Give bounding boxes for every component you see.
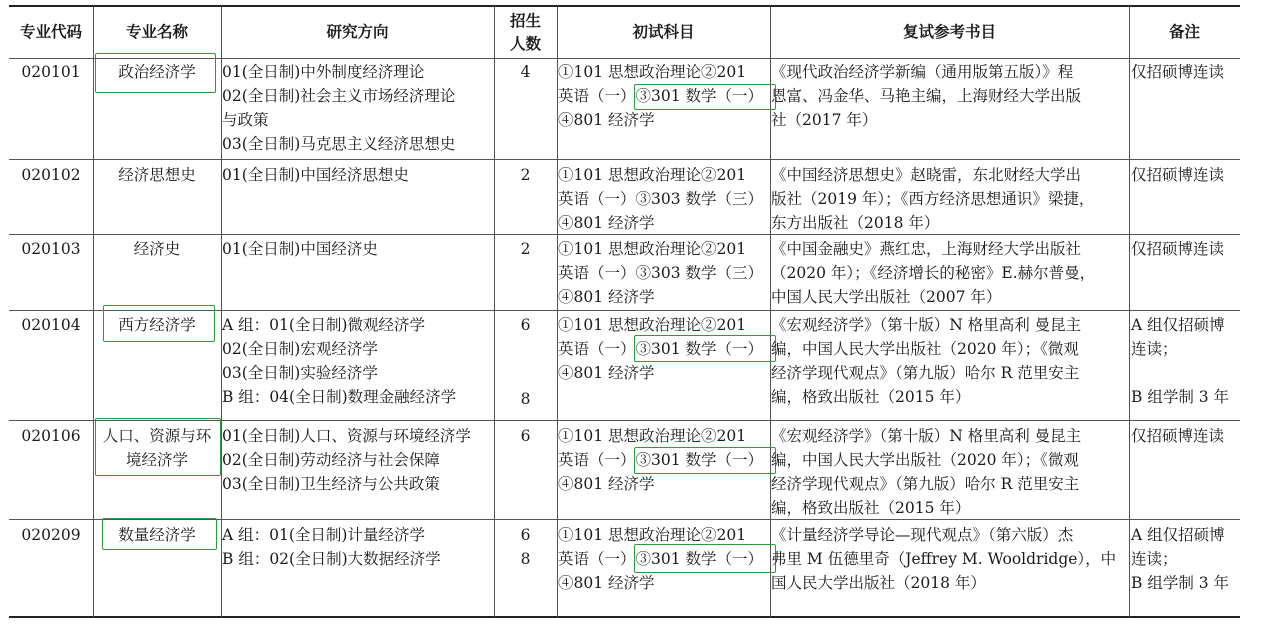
reference-books	[771, 313, 1081, 409]
top-rule	[9, 5, 1240, 7]
book-line: 《现代政治经济学新编（通用版第五版）》程	[771, 63, 1074, 81]
book-line: 版社（2019 年）；《西方经济思想通识》梁捷，	[771, 190, 1095, 208]
highlight-box	[103, 305, 215, 342]
note-line	[1131, 361, 1229, 385]
major-name: 经济思想史	[118, 166, 196, 184]
notes: 仅招硕博连读	[1131, 63, 1225, 81]
subject-line: ①101 思想政治理论②201	[558, 526, 747, 544]
major-name: 西方经济学	[118, 316, 196, 334]
reference-books	[771, 163, 1094, 235]
subject-line: 英语（一）③301 数学（一）	[558, 451, 764, 469]
book-line: 弗里 M 伍德里奇（Jeffrey M. Wooldridge），中	[771, 550, 1117, 568]
major-code: 020103	[21, 240, 81, 258]
book-line: 国人民大学出版社（2018 年）	[771, 574, 986, 592]
major-name-line: 人口、资源与环	[102, 427, 212, 445]
note-line: B 组学制 3 年	[1131, 574, 1230, 592]
book-line: 《中国经济思想史》赵晓雷，东北财经大学出	[771, 166, 1082, 184]
book-line: 编，中国人民大学出版社（2020 年）；《微观	[771, 451, 1079, 469]
subject-line: ④801 经济学	[558, 574, 655, 592]
research-directions	[222, 163, 409, 187]
highlight-box	[634, 84, 776, 110]
direction-line: 02(全日制)社会主义市场经济理论	[222, 87, 456, 105]
header-direction: 研究方向	[326, 22, 389, 41]
exam-subjects	[558, 237, 763, 309]
highlight-box	[634, 447, 776, 474]
direction-line: 03(全日制)实验经济学	[222, 364, 378, 382]
header-quota-line2: 人数	[509, 34, 541, 53]
highlight-box	[102, 518, 217, 550]
reference-books	[771, 424, 1081, 520]
column-divider	[1129, 6, 1130, 617]
subject-line: 英语（一）③301 数学（一）	[558, 340, 764, 358]
quota: 4	[520, 63, 531, 81]
subject-line: ④801 经济学	[558, 364, 655, 382]
quota: 2	[520, 240, 531, 258]
notes: 仅招硕博连读	[1131, 427, 1225, 445]
highlight-box	[95, 53, 216, 93]
major-code: 020104	[21, 316, 81, 334]
direction-line: 02(全日制)宏观经济学	[222, 340, 378, 358]
direction-line: 03(全日制)卫生经济与公共政策	[222, 475, 440, 493]
book-line: 《宏观经济学》（第十版）N 格里高利 曼昆主	[771, 427, 1082, 445]
major-name: 经济史	[133, 240, 181, 258]
research-directions	[222, 313, 456, 409]
research-directions	[222, 424, 471, 496]
notes	[1131, 313, 1229, 409]
quota	[494, 523, 557, 571]
header-quota-line1: 招生	[509, 11, 541, 30]
direction-line: A 组：01(全日制)计量经济学	[222, 526, 425, 544]
header-code: 专业代码	[19, 22, 82, 41]
quota: 6	[520, 427, 531, 445]
note-line: B 组学制 3 年	[1131, 388, 1230, 406]
quota-line: 6	[520, 526, 531, 544]
header-subjects: 初试科目	[632, 22, 695, 41]
reference-books	[771, 237, 1095, 309]
direction-line: B 组：04(全日制)数理金融经济学	[222, 388, 457, 406]
highlight-box	[634, 335, 776, 362]
header-books: 复试参考书目	[902, 22, 996, 41]
book-line: 中国人民大学出版社（2007 年）	[771, 288, 1002, 306]
notes: 仅招硕博连读	[1131, 240, 1225, 258]
quota-line: 8	[520, 550, 531, 568]
major-code: 020102	[21, 166, 81, 184]
header-notes: 备注	[1168, 22, 1200, 41]
exam-subjects	[558, 163, 763, 235]
book-line: 经济学现代观点》（第九版）哈尔 R 范里安主	[771, 364, 1080, 382]
book-line: 《中国金融史》燕红忠，上海财经大学出版社	[771, 240, 1082, 258]
book-line: 经济学现代观点》（第九版）哈尔 R 范里安主	[771, 475, 1080, 493]
direction-line: 02(全日制)劳动经济与社会保障	[222, 451, 440, 469]
highlight-box	[95, 418, 221, 476]
major-code: 020106	[21, 427, 81, 445]
subject-line: ①101 思想政治理论②201	[558, 166, 747, 184]
reference-books	[771, 523, 1116, 595]
notes: 仅招硕博连读	[1131, 166, 1225, 184]
subject-line: ④801 经济学	[558, 288, 655, 306]
book-line: 东方出版社（2018 年）	[771, 214, 940, 232]
book-line: 《宏观经济学》（第十版）N 格里高利 曼昆主	[771, 316, 1082, 334]
note-line: A 组仅招硕博	[1131, 316, 1225, 334]
book-line: （2020 年）；《经济增长的秘密》E.赫尔普曼，	[771, 264, 1096, 282]
subject-line: 英语（一）③303 数学（三）	[558, 190, 764, 208]
note-line: 连读；	[1131, 550, 1178, 568]
bottom-rule	[9, 616, 1240, 618]
direction-line: 03(全日制)马克思主义经济思想史	[222, 135, 456, 153]
subject-line: 英语（一）③301 数学（一）	[558, 550, 764, 568]
book-line: 编，格致出版社（2015 年）	[771, 499, 971, 517]
direction-line: 01(全日制)中国经济思想史	[222, 166, 409, 184]
note-line: 连读；	[1131, 340, 1178, 358]
major-name: 数量经济学	[118, 526, 196, 544]
header-name: 专业名称	[125, 22, 188, 41]
book-line: 编，格致出版社（2015 年）	[771, 388, 971, 406]
quota: 6	[520, 316, 531, 334]
quota: 8	[520, 390, 531, 408]
research-directions	[222, 523, 441, 571]
quota: 2	[520, 166, 531, 184]
research-directions	[222, 237, 378, 261]
direction-line: 01(全日制)中外制度经济理论	[222, 63, 425, 81]
row-separator	[9, 159, 1240, 160]
note-line: A 组仅招硕博	[1131, 526, 1225, 544]
subject-line: ④801 经济学	[558, 111, 655, 129]
book-line: 编，中国人民大学出版社（2020 年）；《微观	[771, 340, 1079, 358]
direction-line: 01(全日制)中国经济史	[222, 240, 378, 258]
reference-books	[771, 60, 1081, 132]
highlight-box	[634, 544, 776, 573]
major-name-line: 境经济学	[125, 451, 188, 469]
direction-line: A 组：01(全日制)微观经济学	[222, 316, 425, 334]
notes	[1131, 523, 1229, 595]
subject-line: 英语（一）③303 数学（三）	[558, 264, 764, 282]
book-line: 社（2017 年）	[771, 111, 878, 129]
subject-line: ①101 思想政治理论②201	[558, 427, 747, 445]
subject-line: ①101 思想政治理论②201	[558, 63, 747, 81]
book-line: 《计量经济学导论—现代观点》（第六版）杰	[771, 526, 1074, 544]
direction-line: 01(全日制)人口、资源与环境经济学	[222, 427, 471, 445]
major-code: 020101	[21, 63, 81, 81]
subject-line: ①101 思想政治理论②201	[558, 240, 747, 258]
major-name: 政治经济学	[118, 63, 196, 81]
direction-line: B 组：02(全日制)大数据经济学	[222, 550, 441, 568]
direction-line: 与政策	[222, 111, 269, 129]
subject-line: ④801 经济学	[558, 475, 655, 493]
subject-line: 英语（一）③301 数学（一）	[558, 87, 764, 105]
research-directions	[222, 60, 455, 156]
book-line: 恩富、冯金华、马艳主编，上海财经大学出版	[771, 87, 1082, 105]
subject-line: ①101 思想政治理论②201	[558, 316, 747, 334]
major-code: 020209	[21, 526, 81, 544]
subject-line: ④801 经济学	[558, 214, 655, 232]
